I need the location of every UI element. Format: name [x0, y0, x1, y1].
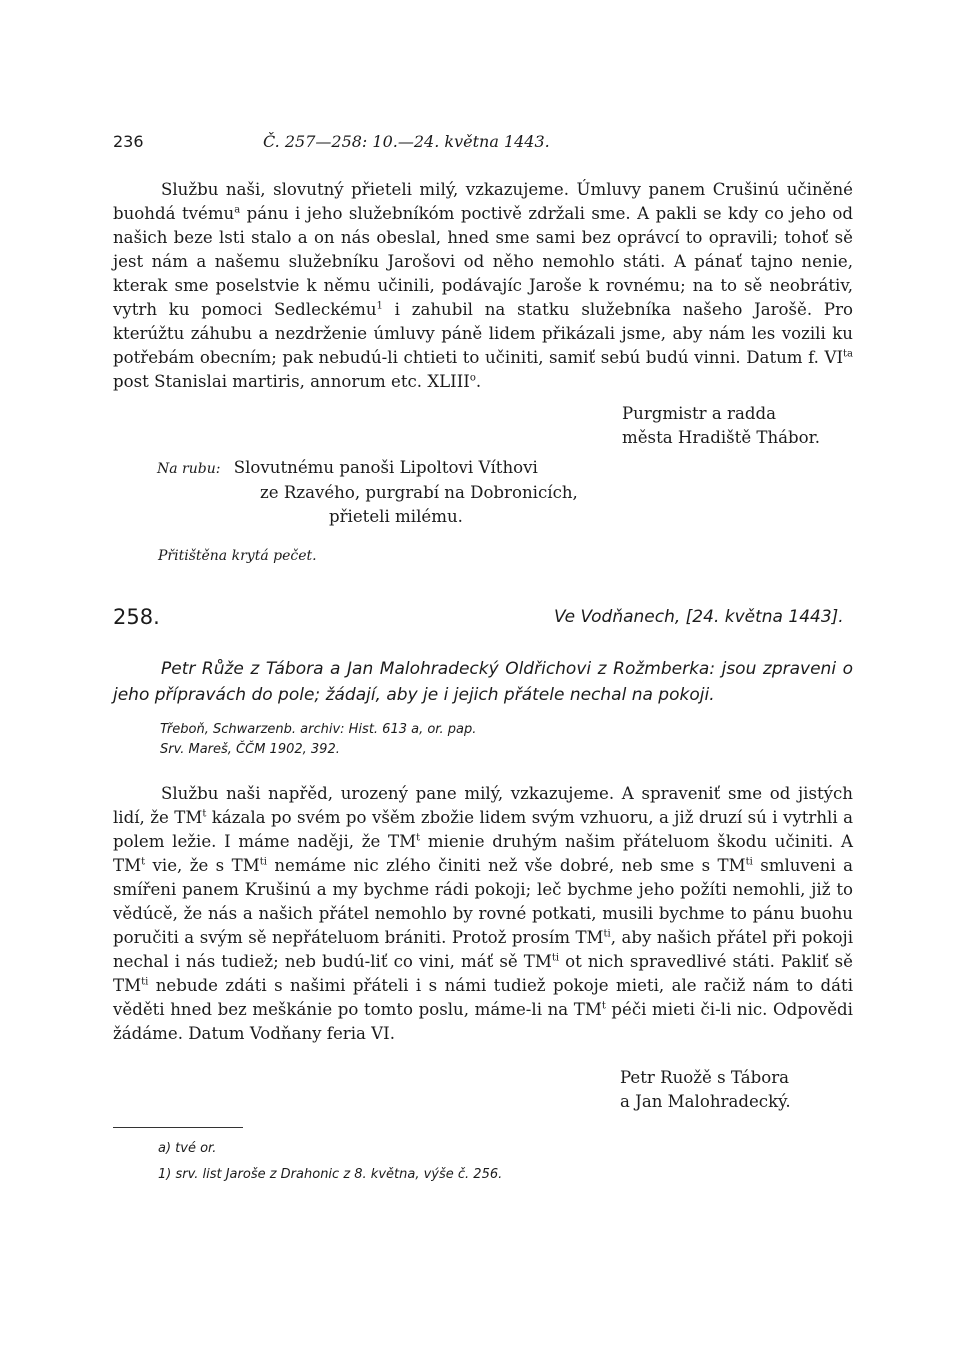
sources	[160, 720, 476, 760]
document-number: 258.	[113, 605, 160, 629]
source-reference: Srv. Mareš, ČČM 1902, 392.	[160, 742, 340, 757]
seal-note: Přitištěna krytá pečet.	[158, 548, 317, 564]
signature-257	[622, 402, 821, 450]
letter-258-text: Službu naši napřěd, urozený pane milý, vzkazujeme. A spraveniť sme od jistých lidí, že $TM^t$ kázala po svém po všěm zbožie lidem svým vzhuoru, a již druzí sú i vytrhli a polem ležie. I máme naději, že $TM^t$ mienie druhým našim přáteluom škodu učiniti. A $TM^t$ vie, že s $TM^{ti}$ nemáme nic zlého činiti než vše dobré, neb sme s $TM^{ti}$ smluveni a smířeni panem Krušinú a my bychme rádi pokoji; leč bychme jeho požíti nemohli, již to vědúcě, že nás a našich přátel nemohlo by rovné potkati, musili bychme to pánu buohu poručiti a svým sě nepřáteluom brániti. Protož prosím $TM^{ti}$, aby našich přátel při pokoji nechal i nás tudiež; neb budú-liť co vini, máť sě $TM^{ti}$ ot nich spravedlivé státi. Pakliť sě $TM^{ti}$ nebude zdáti s našimi přáteli i s námi tudiež pokoje mieti, ale račiž nám to dáti věděti hned bez meškánie po tomto poslu, máme-li na $TM^t$ péči mieti či-li nic. Odpovědi žádáme. Datum Vodňany feria VI.	[113, 784, 853, 1043]
signature-258-line-1: Petr Ruožě s Tábora	[620, 1068, 790, 1087]
superscript: ta	[843, 348, 853, 360]
signature-258-line-2: a Jan Malohradecký.	[620, 1092, 791, 1111]
footnote-divider	[113, 1127, 243, 1128]
superscript: ti	[745, 856, 753, 868]
letter-257-body	[113, 178, 853, 394]
footnotes	[158, 1136, 502, 1188]
page-number: 236	[113, 132, 144, 151]
footnote-a: a) tvé or.	[158, 1141, 217, 1156]
superscript: ti	[141, 976, 149, 988]
superscript: t	[202, 808, 207, 820]
superscript: t	[601, 1000, 606, 1012]
superscript: o	[469, 372, 476, 384]
signature-258	[620, 1066, 791, 1114]
signature-257-line-1: Purgmistr a radda	[622, 404, 776, 423]
superscript: ti	[603, 928, 611, 940]
superscript: ti	[259, 856, 267, 868]
superscript: t	[416, 832, 421, 844]
address-line-2: ze Rzavého, purgrabí na Dobronicích,	[260, 483, 578, 502]
regest: Petr Růže z Tábora a Jan Malohradecký Oldřichovi z Rožmberka: jsou zpraveni o jeho přípravách do pole; žádají, aby je i jejich přátele nechal na pokoji.	[113, 659, 853, 705]
address-line-1: Slovutnému panoši Lipoltovi Víthovi	[233, 458, 538, 477]
address-label: Na rubu:	[157, 461, 221, 477]
running-head: Č. 257—258: 10.—24. května 1443.	[263, 132, 550, 151]
footnote-1: 1) srv. list Jaroše z Drahonic z 8. května, výše č. 256.	[158, 1167, 503, 1182]
superscript: ti	[551, 952, 560, 964]
letter-257-text: Službu naši, slovutný přieteli milý, vzkazujeme. Úmluvy panem Crušinú učiněné buohdá tvému$^a$ pánu i jeho služebníkóm poctivě zdržali sme. A pakli se kdy co jeho od našich beze lsti stalo a on nás obeslal, hned sme sami bez oprávcí to opravili; tohoť sě jest nám a našemu služebníku Jarošovi od něho nemohlo státi. A pánať tajno nenie, kterak sme poselstvie k němu učinili, podávajíc Jaroše k rovnému; na to sě neobrátiv, vytrh ku pomoci Sedleckému$^1$ i zahubil na statku služebníka našeho Jarošě. Pro kterúžtu záhubu a nezdrženie úmluvy páně lidem přikázali jsme, aby nám les vozili ku potřebám obecním; pak nebudú-li chtieti to učiniti, samiť sebú budú vinni. Datum f. $VI^{ta}$ post Stanislai martiris, annorum etc. XLIII$^o$.	[113, 180, 854, 391]
source-archive: Třeboň, Schwarzenb. archiv: Hist. 613 a, or. pap.	[160, 722, 477, 737]
signature-257-line-2: města Hradiště Thábor.	[622, 428, 821, 447]
page-header	[113, 132, 853, 158]
superscript: 1	[376, 300, 383, 312]
address-line-3: přieteli milému.	[329, 507, 463, 526]
superscript: t	[141, 856, 146, 868]
address-block	[157, 456, 578, 529]
document-place-date: Ve Vodňanech, [24. května 1443].	[554, 607, 844, 627]
superscript: a	[234, 204, 241, 216]
letter-258-body	[113, 782, 853, 1046]
